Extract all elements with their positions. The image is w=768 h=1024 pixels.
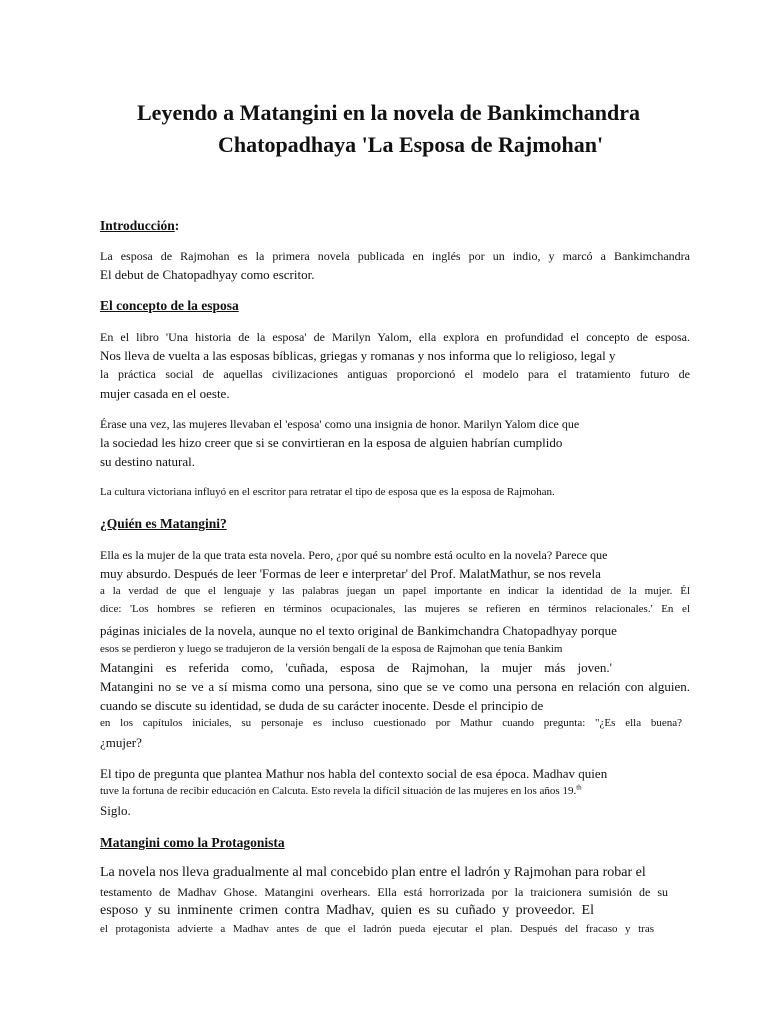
paragraph-line: ¿mujer?	[100, 735, 142, 750]
paragraph-line: En el libro 'Una historia de la esposa' de Marilyn Yalom, ella explora en profundidad el concepto de esposa.	[100, 330, 690, 344]
heading-text: Introducción	[100, 218, 175, 233]
paragraph-line: a la verdad de que el lenguaje y las palabras juegan un papel importante en indicar la identidad de la mujer. Él	[100, 585, 690, 597]
paragraph-line: la sociedad les hizo creer que si se convirtieran en la esposa de alguien habrían cumplido	[100, 435, 563, 450]
paragraph-line: testamento de Madhav Ghose. Matangini overhears. Ella está horrorizada por la traicionera sumisión de su	[100, 885, 668, 899]
section-heading-concepto: El concepto de la esposa	[100, 298, 239, 313]
paragraph-line: esos se perdieron y luego se tradujeron de la versión bengalí de la esposa de Rajmohan que tenía Bankim	[100, 643, 563, 655]
paragraph-line: cuando se discute su identidad, se duda de su carácter inocente. Desde el principio de	[100, 698, 544, 713]
paragraph-line: el protagonista advierte a Madhav antes de que el ladrón pueda ejecutar el plan. Después del fracaso y tras	[100, 923, 654, 935]
paragraph-line: Siglo.	[100, 803, 131, 818]
paragraph-line: Érase una vez, las mujeres llevaban el 'esposa' como una insignia de honor. Marilyn Yalom dice que	[100, 417, 580, 431]
paragraph-line: esposo y su inminente crimen contra Madhav, quien es su cuñado y proveedor. El	[100, 903, 594, 918]
paragraph-line: páginas iniciales de la novela, aunque no el texto original de Bankimchandra Chatopadhyay porque	[100, 623, 617, 638]
heading-colon: :	[174, 218, 180, 233]
section-heading-quien-es-matangini: ¿Quién es Matangini?	[100, 516, 227, 531]
paragraph-line-text: tuve la fortuna de recibir educación en Calcuta. Esto revela la difícil situación de las mujeres en los años 19.	[100, 785, 577, 797]
paragraph-line: La novela nos lleva gradualmente al mal concebido plan entre el ladrón y Rajmohan para robar el	[100, 865, 646, 880]
paragraph-line: mujer casada en el oeste.	[100, 386, 230, 401]
paragraph-line: La esposa de Rajmohan es la primera novela publicada en inglés por un indio, y marcó a Bankimchandra	[100, 249, 690, 263]
paragraph-line: muy absurdo. Después de leer 'Formas de leer e interpretar' del Prof. MalatMathur, se nos revela	[100, 566, 601, 581]
document-title-line-2: Chatopadhaya 'La Esposa de Rajmohan'	[218, 132, 604, 157]
paragraph-line: Nos lleva de vuelta a las esposas bíblicas, griegas y romanas y nos informa que lo religioso, legal y	[100, 348, 616, 363]
paragraph-line: Matangini no se ve a sí misma como una persona, sino que se ve como una persona en relación con alguien.	[100, 679, 690, 694]
document-title-line-1: Leyendo a Matangini en la novela de Bankimchandra	[137, 100, 641, 125]
paragraph-line: dice: 'Los hombres se refieren en términos ocupacionales, las mujeres se refieren en términos relacionales.' En el	[100, 603, 690, 615]
section-heading-protagonista: Matangini como la Protagonista	[100, 835, 285, 850]
paragraph-line: Matangini es referida como, 'cuñada, esposa de Rajmohan, la mujer más joven.'	[100, 660, 612, 675]
superscript-th: th	[576, 783, 582, 792]
paragraph-line: en los capítulos iniciales, su personaje es incluso cuestionado por Mathur cuando pregunta: "¿Es ella buena?	[100, 717, 682, 729]
paragraph-line	[100, 785, 690, 797]
paragraph-line: El debut de Chatopadhyay como escritor.	[100, 267, 315, 282]
paragraph-line: la práctica social de aquellas civilizaciones antiguas proporcionó el modelo para el tratamiento futuro de	[100, 367, 690, 381]
paragraph-line: La cultura victoriana influyó en el escritor para retratar el tipo de esposa que es la esposa de Rajmohan.	[100, 486, 555, 498]
paragraph-line: El tipo de pregunta que plantea Mathur nos habla del contexto social de esa época. Madhav quien	[100, 766, 608, 781]
section-heading-introduccion	[100, 217, 690, 235]
paragraph-line: Ella es la mujer de la que trata esta novela. Pero, ¿por qué su nombre está oculto en la novela? Parece que	[100, 548, 608, 562]
paragraph-line: su destino natural.	[100, 454, 195, 469]
